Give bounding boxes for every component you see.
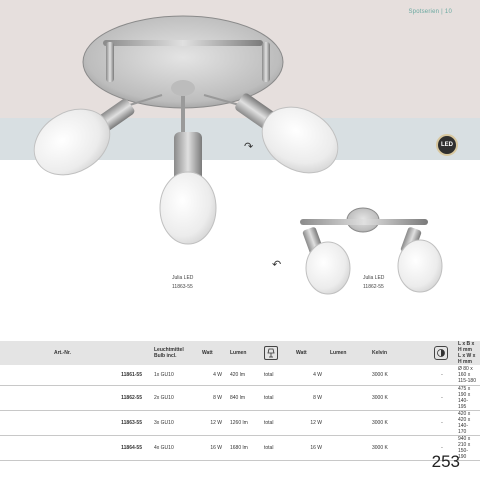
product-name: Julia LED <box>363 275 385 281</box>
col-lumen2: Lumen <box>330 350 347 356</box>
table-row: 11864-55 4x GU10 16 W 1680 lm total 16 W 3000 K - 940 x 210 x 150-190 <box>0 436 480 461</box>
col-kelvin: Kelvin <box>372 350 388 356</box>
col-watt: Watt <box>202 350 213 356</box>
table-row: 11861-55 1x GU10 4 W 420 lm total 4 W 3000 K - Ø 80 x 160 x 115-180 <box>0 365 480 386</box>
col-size: L x B x H mm L x W x H mm <box>458 341 476 365</box>
product-name: Julia LED <box>172 275 194 281</box>
col-watt2: Watt <box>296 350 307 356</box>
table-header-row <box>0 341 480 365</box>
col-lumen: Lumen <box>230 350 247 356</box>
table-row: 11862-55 2x GU10 8 W 840 lm total 8 W 3000 K - 475 x 190 x 140-195 <box>0 386 480 411</box>
col-bulb: Leuchtmittel Bulb incl. <box>154 347 184 359</box>
led-badge: LED <box>436 134 458 156</box>
product-caption-1 <box>172 274 193 292</box>
section-title: Spotserien <box>408 9 440 15</box>
three-spot-fixture-image <box>22 16 349 244</box>
product-caption-2 <box>363 274 384 292</box>
rotate-arrow-icon: ↶ <box>272 259 282 271</box>
col-lamp <box>260 341 292 365</box>
col-art-nr: Art.-Nr. <box>54 350 71 356</box>
table-row: 11863-55 3x GU10 12 W 1260 lm total 12 W 3000 K - 420 x 420 x 140-170 <box>0 411 480 436</box>
col-dim <box>430 341 454 365</box>
spec-table <box>0 341 480 461</box>
product-code: 11863-55 <box>172 284 193 290</box>
lamp-icon <box>264 346 278 360</box>
page-ref: 10 <box>444 9 452 15</box>
dimmer-icon <box>434 346 448 360</box>
product-code: 11862-55 <box>363 284 384 290</box>
rotate-arrow-icon: ↷ <box>244 141 254 153</box>
page-number: 253 <box>431 452 460 471</box>
page-header: Spotserien | 10 <box>408 9 452 15</box>
